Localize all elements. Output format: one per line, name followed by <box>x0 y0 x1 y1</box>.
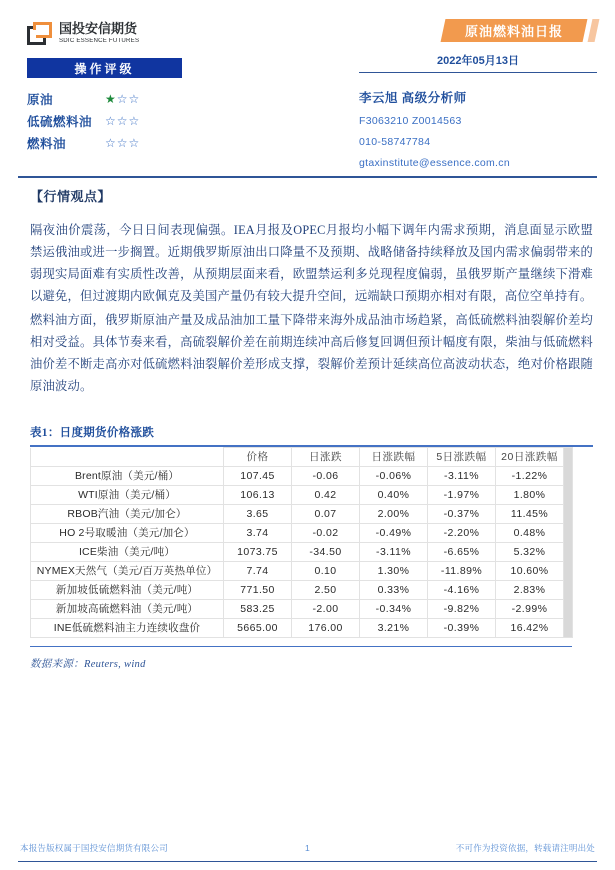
rating-name: 低硫燃料油 <box>27 115 93 129</box>
column-header-price: 价格 <box>224 447 292 466</box>
cell-20day-change-pct: 11.45% <box>496 504 564 523</box>
cell-20day-change-pct: 10.60% <box>496 561 564 580</box>
table-row <box>31 561 564 580</box>
row-label: 新加坡低硫燃料油（美元/吨） <box>31 580 224 599</box>
table-header <box>31 447 564 466</box>
cell-daily-change-pct: -0.34% <box>360 599 428 618</box>
page-footer <box>20 842 595 854</box>
row-label: Brent原油（美元/桶） <box>31 466 224 485</box>
cell-5day-change-pct: -3.11% <box>428 466 496 485</box>
operation-rating-banner <box>27 58 182 78</box>
header-divider <box>18 176 597 178</box>
report-header <box>0 0 615 178</box>
rating-stars: ★☆☆ <box>105 92 141 106</box>
cell-daily-change: 0.10 <box>292 561 360 580</box>
cell-price: 5665.00 <box>224 618 292 637</box>
table-row <box>31 523 564 542</box>
analyst-info <box>359 88 597 178</box>
column-header-daily-change-pct: 日涨跌幅 <box>360 447 428 466</box>
cell-daily-change: 2.50 <box>292 580 360 599</box>
column-header-5day-change-pct: 5日涨跌幅 <box>428 447 496 466</box>
analyst-certificate: F3063210 Z0014563 <box>359 115 462 127</box>
footer-copyright: 本报告版权属于国投安信期货有限公司 <box>20 843 168 853</box>
cell-price: 583.25 <box>224 599 292 618</box>
table-row <box>31 580 564 599</box>
cell-5day-change-pct: -9.82% <box>428 599 496 618</box>
paragraph-crude-oil: 隔夜油价震荡，今日日间表现偏强。IEA月报及OPEC月报均小幅下调年内需求预期，消息面显示欧盟禁运俄油或进一步搁置。近期俄罗斯原油出口降量不及预期、战略储备持续释放及国内需求偏弱带来的弱现实局面难有实质性改善，从预期层面来看，欧盟禁运利多兑现程度偏弱，虽俄罗斯产量继续下滑难以避免，但过渡期内欧佩克及美国产量仍有较大提升空间，远端缺口预期亦相对有限，高位空单持有。 <box>30 223 593 303</box>
cell-20day-change-pct: -1.22% <box>496 466 564 485</box>
futures-price-table-wrapper <box>30 447 593 638</box>
cell-daily-change: -2.00 <box>292 599 360 618</box>
cell-daily-change-pct: 0.40% <box>360 485 428 504</box>
cell-price: 106.13 <box>224 485 292 504</box>
section-heading-market-view: 【行情观点】 <box>30 189 112 204</box>
cell-20day-change-pct: 5.32% <box>496 542 564 561</box>
cell-20day-change-pct: 0.48% <box>496 523 564 542</box>
table-row <box>31 599 564 618</box>
cell-price: 1073.75 <box>224 542 292 561</box>
table-row <box>31 466 564 485</box>
report-title-text: 原油燃料油日报 <box>464 24 563 39</box>
cell-20day-change-pct: -2.99% <box>496 599 564 618</box>
cell-price: 107.45 <box>224 466 292 485</box>
rating-stars: ☆☆☆ <box>105 136 141 150</box>
cell-price: 7.74 <box>224 561 292 580</box>
banner-accent-slice <box>588 19 600 42</box>
cell-daily-change-pct: 1.30% <box>360 561 428 580</box>
rating-row-crude-oil <box>27 88 257 110</box>
table-row <box>31 542 564 561</box>
table-row <box>31 504 564 523</box>
table-body <box>31 466 564 637</box>
logo-text-english: SDIC ESSENCE FUTURES <box>59 38 140 44</box>
cell-price: 3.65 <box>224 504 292 523</box>
cell-5day-change-pct: -1.97% <box>428 485 496 504</box>
rating-list <box>27 88 257 154</box>
report-title-banner <box>443 19 597 42</box>
rating-row-low-sulfur-fuel-oil <box>27 110 257 132</box>
cell-5day-change-pct: -2.20% <box>428 523 496 542</box>
footer-disclaimer: 不可作为投资依据，转载请注明出处 <box>455 843 595 853</box>
cell-daily-change-pct: 3.21% <box>360 618 428 637</box>
operation-rating-label: 操作评级 <box>74 61 135 76</box>
rating-row-fuel-oil <box>27 132 257 154</box>
row-label: WTI原油（美元/桶） <box>31 485 224 504</box>
footer-page-number: 1 <box>305 843 310 853</box>
row-label: HO 2号取暖油（美元/加仑） <box>31 523 224 542</box>
logo-text-chinese: 国投安信期货 <box>59 22 138 37</box>
cell-daily-change: -0.02 <box>292 523 360 542</box>
cell-daily-change: -0.06 <box>292 466 360 485</box>
row-label: ICE柴油（美元/吨） <box>31 542 224 561</box>
table-row <box>31 618 564 637</box>
cell-daily-change: 176.00 <box>292 618 360 637</box>
cell-daily-change: 0.07 <box>292 504 360 523</box>
cell-daily-change-pct: 2.00% <box>360 504 428 523</box>
row-label: INE低硫燃料油主力连续收盘价 <box>31 618 224 637</box>
row-label: NYMEX天然气（美元/百万英热单位） <box>31 561 224 580</box>
analyst-email: gtaxinstitute@essence.com.cn <box>359 157 510 169</box>
cell-5day-change-pct: -0.39% <box>428 618 496 637</box>
footer-divider <box>18 861 597 863</box>
cell-daily-change-pct: 0.33% <box>360 580 428 599</box>
table-scrollbar[interactable] <box>564 447 573 638</box>
cell-daily-change-pct: -0.49% <box>360 523 428 542</box>
cell-20day-change-pct: 2.83% <box>496 580 564 599</box>
column-header-daily-change: 日涨跌 <box>292 447 360 466</box>
report-title-shape <box>441 19 588 42</box>
cell-daily-change: 0.42 <box>292 485 360 504</box>
row-label: 新加坡高硫燃料油（美元/吨） <box>31 599 224 618</box>
analyst-phone: 010-58747784 <box>359 136 431 148</box>
cell-price: 3.74 <box>224 523 292 542</box>
cell-20day-change-pct: 1.80% <box>496 485 564 504</box>
logo-mark-icon <box>27 22 53 48</box>
rating-name: 原油 <box>27 93 54 107</box>
cell-5day-change-pct: -11.89% <box>428 561 496 580</box>
column-header-20day-change-pct: 20日涨跌幅 <box>496 447 564 466</box>
cell-daily-change-pct: -3.11% <box>360 542 428 561</box>
row-label: RBOB汽油（美元/加仑） <box>31 504 224 523</box>
table-header-row <box>31 447 564 466</box>
cell-daily-change-pct: -0.06% <box>360 466 428 485</box>
futures-price-table <box>30 447 564 638</box>
rating-name: 燃料油 <box>27 137 67 151</box>
data-source-note: 数据来源：Reuters, wind <box>30 659 146 670</box>
rating-stars: ☆☆☆ <box>105 114 141 128</box>
table-bottom-rule <box>30 646 572 648</box>
cell-5day-change-pct: -0.37% <box>428 504 496 523</box>
cell-price: 771.50 <box>224 580 292 599</box>
cell-daily-change: -34.50 <box>292 542 360 561</box>
cell-20day-change-pct: 16.42% <box>496 618 564 637</box>
paragraph-fuel-oil: 燃料油方面，俄罗斯原油产量及成品油加工量下降带来海外成品油市场趋紧，高低硫燃料油裂解价差均相对受益。具体节奏来看，高硫裂解价差在前期连续冲高后修复回调但预计幅度有限，柴油与低硫燃料油价差不断走高亦对低硫燃料油裂解价差形成支撑，裂解价差预计延续高位高波动状态，绝对价格跟随原油波动。 <box>30 313 593 393</box>
table-caption: 表1：日度期货价格涨跌 <box>30 427 155 439</box>
column-header-blank <box>31 447 224 466</box>
report-date: 2022年05月13日 <box>359 52 597 73</box>
report-content <box>30 186 593 671</box>
company-logo <box>27 22 138 48</box>
cell-5day-change-pct: -4.16% <box>428 580 496 599</box>
cell-5day-change-pct: -6.65% <box>428 542 496 561</box>
analyst-name: 李云旭 高级分析师 <box>359 91 467 105</box>
table-row <box>31 485 564 504</box>
